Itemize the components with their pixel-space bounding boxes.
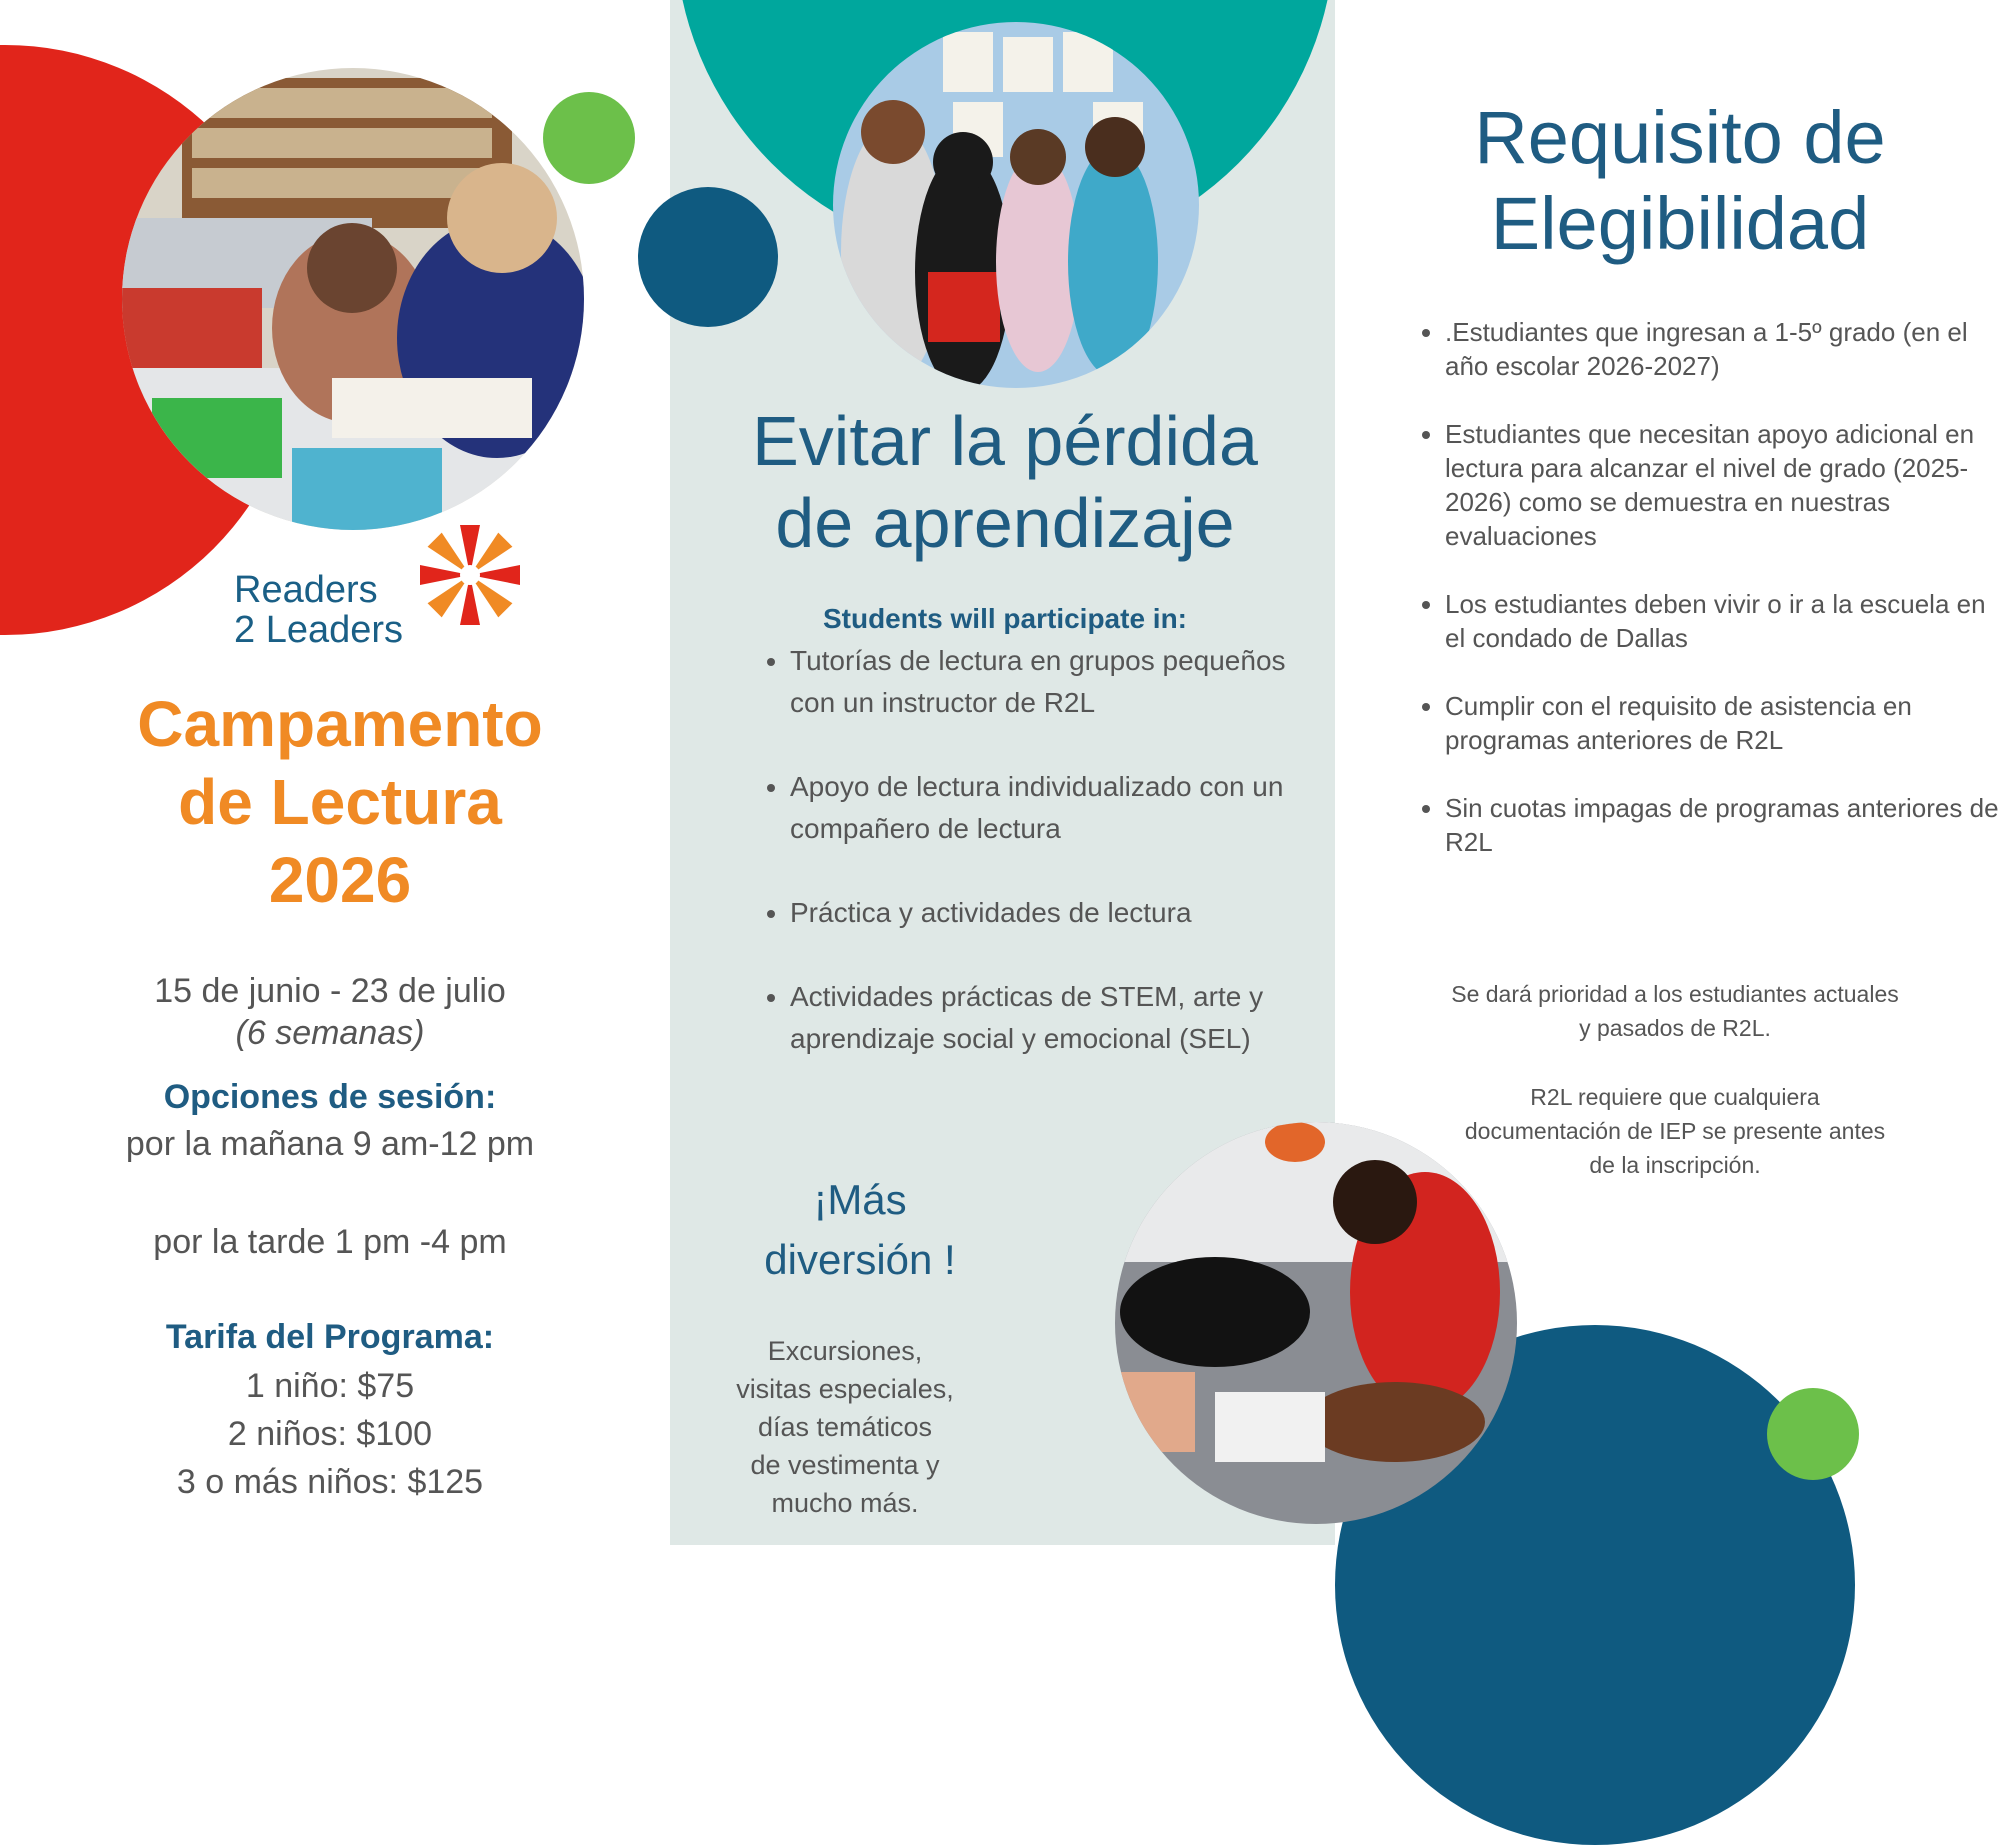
fun-line: visitas especiales, <box>736 1374 954 1404</box>
participate-heading: Students will participate in: <box>822 603 1188 634</box>
list-item: • Tutorías de lectura en grupos pequeños con un instructor de R2L <box>790 640 1330 724</box>
iep-line-2: documentación de IEP se presente antes <box>1464 1118 1886 1144</box>
middle-title-line-1: Evitar la pérdida <box>752 402 1258 480</box>
eligibility-title-line-1: Requisito de <box>1474 96 1886 179</box>
photo-girl-reading-with-tutor <box>122 68 584 530</box>
iep-note <box>1390 1080 1960 1182</box>
priority-note <box>1390 977 1960 1045</box>
fee-item: 2 niños: $100 <box>227 1415 433 1453</box>
camp-dates <box>40 970 620 1054</box>
fun-line: días temáticos <box>757 1412 933 1442</box>
list-item: • Práctica y actividades de lectura <box>790 892 1330 934</box>
iep-line-3: de la inscripción. <box>1589 1152 1761 1178</box>
fun-line: mucho más. <box>771 1488 919 1518</box>
session-afternoon: por la tarde 1 pm -4 pm <box>153 1223 507 1261</box>
fun-line: de vestimenta y <box>750 1450 940 1480</box>
camp-title-line-1: Campamento <box>137 688 543 760</box>
green-decor-circle-top <box>543 92 635 184</box>
fun-description <box>700 1332 990 1522</box>
logo-line-1: Readers <box>234 569 378 611</box>
fun-title-line-1: ¡Más <box>813 1176 907 1223</box>
list-item: • Estudiantes que necesitan apoyo adicional en lectura para alcanzar el nivel de grado (2025-2026) como se demuestra en nuestras evaluaciones <box>1445 417 2000 553</box>
logo-line-2: 2 Leaders <box>234 609 404 651</box>
photo-children-in-costumes <box>833 22 1199 388</box>
fee-item: 1 niño: $75 <box>245 1367 415 1405</box>
middle-title-line-2: de aprendizaje <box>775 484 1235 562</box>
activities-list <box>755 640 1330 1102</box>
camp-title-line-2: de Lectura <box>178 766 502 838</box>
fun-title-line-2: diversión ! <box>764 1236 956 1283</box>
fee-list <box>40 1362 620 1506</box>
fee-heading: Tarifa del Programa: <box>165 1318 495 1356</box>
fun-title <box>720 1170 1000 1290</box>
list-item: • Los estudiantes deben vivir o ir a la escuela en el condado de Dallas <box>1445 587 2000 655</box>
middle-title <box>690 400 1320 564</box>
dates-weeks: (6 semanas) <box>235 1014 425 1052</box>
session-heading: Opciones de sesión: <box>163 1078 497 1116</box>
fee-item: 3 o más niños: $125 <box>176 1463 484 1501</box>
priority-line-2: y pasados de R2L. <box>1579 1015 1771 1041</box>
list-item: • Apoyo de lectura individualizado con un compañero de lectura <box>790 766 1330 850</box>
eligibility-title <box>1380 95 1980 267</box>
list-item: • .Estudiantes que ingresan a 1-5º grado (en el año escolar 2026-2027) <box>1445 315 2000 383</box>
list-item: • Sin cuotas impagas de programas anteriores de R2L <box>1445 791 2000 859</box>
photo-boy-reading-with-dog <box>1115 1122 1517 1524</box>
brand-logo-text <box>234 570 403 650</box>
fun-line: Excursiones, <box>767 1336 923 1366</box>
green-decor-circle-bottom <box>1767 1388 1859 1480</box>
dates-range: 15 de junio - 23 de julio <box>154 972 506 1010</box>
list-item: • Cumplir con el requisito de asistencia en programas anteriores de R2L <box>1445 689 2000 757</box>
iep-line-1: R2L requiere que cualquiera <box>1530 1084 1820 1110</box>
camp-title-line-3: 2026 <box>268 844 412 916</box>
camp-title <box>40 685 640 919</box>
readers-2-leaders-logo-icon <box>415 520 525 630</box>
navy-decor-circle-small <box>638 187 778 327</box>
priority-line-1: Se dará prioridad a los estudiantes actuales <box>1451 981 1899 1007</box>
eligibility-list <box>1410 315 2000 893</box>
session-morning: por la mañana 9 am-12 pm <box>125 1125 535 1163</box>
list-item: • Actividades prácticas de STEM, arte y aprendizaje social y emocional (SEL) <box>790 976 1330 1060</box>
eligibility-title-line-2: Elegibilidad <box>1490 182 1870 265</box>
